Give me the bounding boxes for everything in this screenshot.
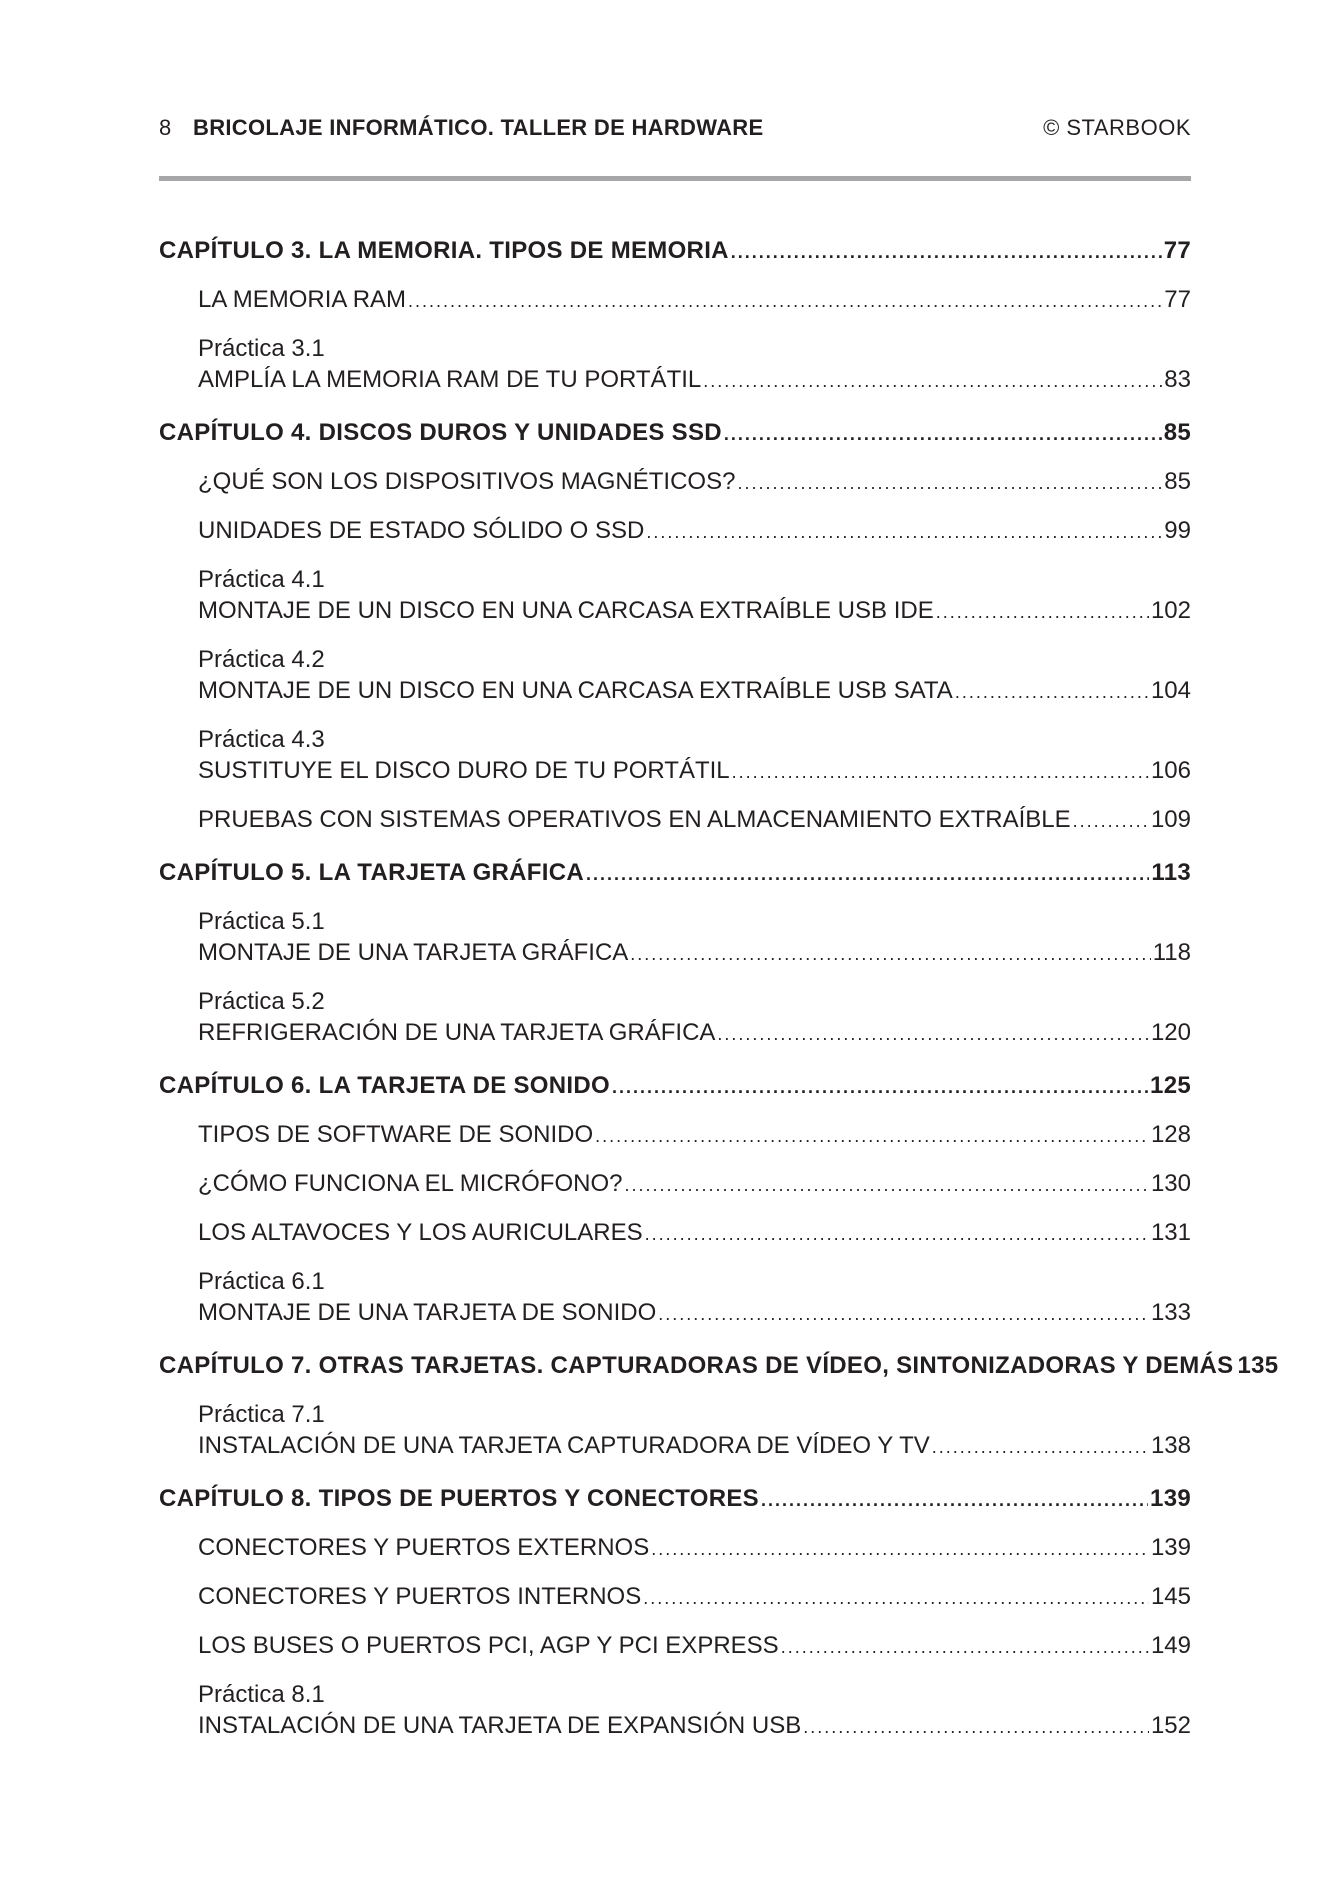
practice-label: Práctica 4.3: [198, 726, 325, 753]
toc-entry[interactable]: [198, 1532, 1191, 1565]
chapter-page: 135: [1237, 1352, 1279, 1379]
entry-row: [198, 364, 1191, 397]
leader-dots: [731, 237, 1162, 268]
entry-title: INSTALACIÓN DE UNA TARJETA CAPTURADORA DE VÍDEO Y TV: [198, 1432, 930, 1459]
toc-chapter: [159, 1350, 1279, 1463]
leader-dots: [732, 757, 1149, 788]
entry-row: [198, 515, 1191, 548]
entry-title: UNIDADES DE ESTADO SÓLIDO O SSD: [198, 517, 645, 544]
toc-entry[interactable]: [198, 564, 1191, 628]
page-number: 8: [159, 115, 172, 140]
chapter-title: CAPÍTULO 3. LA MEMORIA. TIPOS DE MEMORIA: [159, 237, 729, 264]
entry-row: [198, 595, 1191, 628]
leader-dots: [595, 1121, 1149, 1152]
entry-title: CONECTORES Y PUERTOS EXTERNOS: [198, 1534, 650, 1561]
toc-chapter: [159, 1483, 1191, 1743]
entry-title: INSTALACIÓN DE UNA TARJETA DE EXPANSIÓN USB: [198, 1712, 802, 1739]
entry-row: [198, 1297, 1191, 1330]
book-title: BRICOLAJE INFORMÁTICO. TALLER DE HARDWARE: [193, 115, 764, 140]
practice-label: Práctica 3.1: [198, 335, 325, 362]
practice-label: Práctica 4.2: [198, 646, 325, 673]
entry-title: LA MEMORIA RAM: [198, 286, 407, 313]
toc-entry[interactable]: [198, 644, 1191, 708]
entry-page: 118: [1152, 939, 1191, 966]
chapter-heading[interactable]: [159, 1350, 1279, 1383]
entry-row: [198, 675, 1191, 708]
leader-dots: [703, 366, 1162, 397]
leader-dots: [643, 1583, 1149, 1614]
entry-page: 130: [1150, 1170, 1191, 1197]
chapter-page: 77: [1163, 237, 1191, 264]
leader-dots: [717, 1019, 1149, 1050]
entry-row: [198, 1119, 1191, 1152]
entry-title: MONTAJE DE UN DISCO EN UNA CARCASA EXTRAÍBLE USB SATA: [198, 677, 953, 704]
chapter-title: CAPÍTULO 6. LA TARJETA DE SONIDO: [159, 1072, 610, 1099]
table-of-contents: [159, 235, 1279, 1743]
entry-row: [198, 1430, 1191, 1463]
chapter-heading[interactable]: [159, 235, 1191, 268]
practice-label: Práctica 8.1: [198, 1681, 325, 1708]
entry-title: ¿QUÉ SON LOS DISPOSITIVOS MAGNÉTICOS?: [198, 468, 736, 495]
toc-entry[interactable]: [198, 284, 1191, 317]
leader-dots: [646, 517, 1162, 548]
entry-page: 138: [1150, 1432, 1191, 1459]
chapter-heading[interactable]: [159, 1483, 1191, 1516]
toc-chapter: [159, 235, 1191, 397]
leader-dots: [761, 1485, 1148, 1516]
leader-dots: [1073, 806, 1149, 837]
toc-entry[interactable]: [198, 1119, 1191, 1152]
toc-entry[interactable]: [198, 1630, 1191, 1663]
entry-page: 106: [1150, 757, 1191, 784]
entry-page: 133: [1150, 1299, 1191, 1326]
entry-title: CONECTORES Y PUERTOS INTERNOS: [198, 1583, 642, 1610]
practice-label: Práctica 7.1: [198, 1401, 325, 1428]
entry-page: 131: [1150, 1219, 1191, 1246]
chapter-page: 113: [1151, 859, 1191, 886]
entry-title: MONTAJE DE UN DISCO EN UNA CARCASA EXTRAÍBLE USB IDE: [198, 597, 934, 624]
practice-label: Práctica 6.1: [198, 1268, 325, 1295]
entry-page: 109: [1150, 806, 1191, 833]
toc-chapter: [159, 417, 1191, 837]
leader-dots: [803, 1712, 1149, 1743]
toc-entry[interactable]: [198, 1679, 1191, 1743]
practice-label: Práctica 5.2: [198, 988, 325, 1015]
entry-title: TIPOS DE SOFTWARE DE SONIDO: [198, 1121, 594, 1148]
leader-dots: [658, 1299, 1149, 1330]
entry-row: [198, 1168, 1191, 1201]
leader-dots: [408, 286, 1162, 317]
entry-title: LOS ALTAVOCES Y LOS AURICULARES: [198, 1219, 643, 1246]
entry-title: REFRIGERACIÓN DE UNA TARJETA GRÁFICA: [198, 1019, 716, 1046]
header-rule: [159, 176, 1191, 181]
entry-page: 139: [1150, 1534, 1191, 1561]
toc-chapter: [159, 1070, 1191, 1330]
chapter-heading[interactable]: [159, 1070, 1191, 1103]
chapter-page: 125: [1150, 1072, 1191, 1099]
entry-page: 104: [1150, 677, 1191, 704]
toc-entry[interactable]: [198, 466, 1191, 499]
entry-page: 102: [1150, 597, 1191, 624]
entry-title: AMPLÍA LA MEMORIA RAM DE TU PORTÁTIL: [198, 366, 702, 393]
chapter-title: CAPÍTULO 7. OTRAS TARJETAS. CAPTURADORAS DE VÍDEO, SINTONIZADORAS Y DEMÁS: [159, 1352, 1234, 1379]
leader-dots: [630, 939, 1150, 970]
toc-entry[interactable]: [198, 724, 1191, 788]
entry-page: 85: [1164, 468, 1191, 495]
entry-row: [198, 1710, 1191, 1743]
leader-dots: [724, 419, 1162, 450]
entry-row: [198, 1532, 1191, 1565]
chapter-title: CAPÍTULO 4. DISCOS DUROS Y UNIDADES SSD: [159, 419, 722, 446]
entry-title: MONTAJE DE UNA TARJETA GRÁFICA: [198, 939, 629, 966]
practice-label: Práctica 4.1: [198, 566, 325, 593]
entry-page: 120: [1150, 1019, 1191, 1046]
entry-page: 99: [1164, 517, 1191, 544]
toc-entry[interactable]: [198, 986, 1191, 1050]
entry-row: [198, 804, 1191, 837]
chapter-title: CAPÍTULO 8. TIPOS DE PUERTOS Y CONECTORES: [159, 1485, 759, 1512]
entry-page: 77: [1164, 286, 1191, 313]
toc-entry[interactable]: [198, 333, 1191, 397]
leader-dots: [781, 1632, 1149, 1663]
leader-dots: [932, 1432, 1149, 1463]
entry-page: 145: [1150, 1583, 1191, 1610]
toc-entry[interactable]: [198, 515, 1191, 548]
leader-dots: [936, 597, 1149, 628]
toc-entry[interactable]: [198, 1399, 1191, 1463]
chapter-page: 139: [1150, 1485, 1191, 1512]
entry-page: 149: [1150, 1632, 1191, 1659]
leader-dots: [737, 468, 1162, 499]
chapter-heading[interactable]: [159, 417, 1191, 450]
toc-entry[interactable]: [198, 1266, 1191, 1330]
entry-title: ¿CÓMO FUNCIONA EL MICRÓFONO?: [198, 1170, 623, 1197]
entry-row: [198, 937, 1191, 970]
entry-title: LOS BUSES O PUERTOS PCI, AGP Y PCI EXPRESS: [198, 1632, 779, 1659]
entry-row: [198, 1017, 1191, 1050]
entry-title: PRUEBAS CON SISTEMAS OPERATIVOS EN ALMACENAMIENTO EXTRAÍBLE: [198, 806, 1071, 833]
toc-entry[interactable]: [198, 1581, 1191, 1614]
entry-page: 152: [1150, 1712, 1191, 1739]
chapter-title: CAPÍTULO 5. LA TARJETA GRÁFICA: [159, 859, 584, 886]
entry-title: MONTAJE DE UNA TARJETA DE SONIDO: [198, 1299, 657, 1326]
entry-row: [198, 755, 1191, 788]
leader-dots: [955, 677, 1149, 708]
leader-dots: [624, 1170, 1148, 1201]
leader-dots: [651, 1534, 1149, 1565]
toc-chapter: [159, 857, 1191, 1050]
leader-dots: [586, 859, 1149, 890]
entry-title: SUSTITUYE EL DISCO DURO DE TU PORTÁTIL: [198, 757, 730, 784]
toc-entry[interactable]: [198, 804, 1191, 837]
practice-label: Práctica 5.1: [198, 908, 325, 935]
leader-dots: [612, 1072, 1148, 1103]
chapter-heading[interactable]: [159, 857, 1191, 890]
running-header: [159, 115, 1191, 145]
toc-entry[interactable]: [198, 1168, 1191, 1201]
publisher: © STARBOOK: [1043, 115, 1191, 140]
entry-row: [198, 1217, 1191, 1250]
entry-row: [198, 284, 1191, 317]
entry-row: [198, 466, 1191, 499]
leader-dots: [645, 1219, 1149, 1250]
toc-entry[interactable]: [198, 1217, 1191, 1250]
chapter-page: 85: [1163, 419, 1191, 446]
entry-row: [198, 1581, 1191, 1614]
toc-entry[interactable]: [198, 906, 1191, 970]
entry-page: 83: [1164, 366, 1191, 393]
entry-row: [198, 1630, 1191, 1663]
entry-page: 128: [1150, 1121, 1191, 1148]
